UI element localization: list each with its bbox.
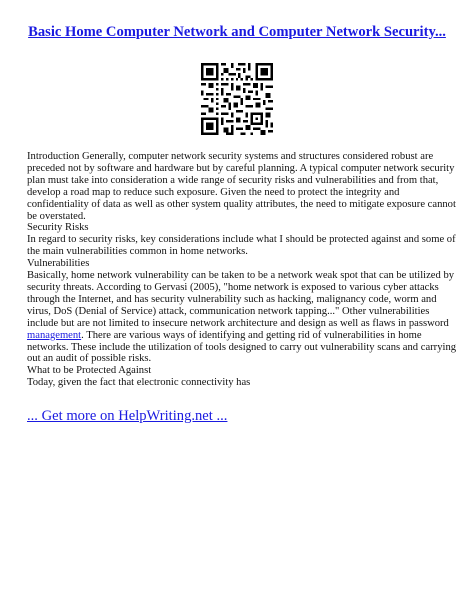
get-more-link[interactable]: ... Get more on HelpWriting.net ... xyxy=(27,408,228,424)
document-title-link[interactable]: Basic Home Computer Network and Computer Network Security... xyxy=(28,24,446,40)
heading-vulnerabilities: Vulnerabilities xyxy=(27,258,90,270)
management-link[interactable]: management xyxy=(27,329,82,341)
protect-paragraph: Today, given the fact that electronic connectivity has xyxy=(27,377,251,389)
vulnerabilities-text-end: . There are various ways of identifying and getting rid of vulnerabilities in home networks. These include the utilization of tools designed to carry out vulnerability scans and carrying out an audit of possible risks. xyxy=(27,329,457,365)
article-body xyxy=(27,151,457,389)
qr-code-icon xyxy=(201,63,273,135)
security-risks-paragraph: In regard to security risks, key considerations include what I should be protected against and some of the main vulnerabilities common in home networks. xyxy=(27,234,456,258)
vulnerabilities-text-start: Basically, home network vulnerability can be taken to be a network weak spot that can be utilized by security threats. According to Gervasi (2005), "home network is exposed to various cyber attacks through the Internet, and has security vulnerability such as hacking, malignancy code, worm and virus, DoS (Denial of Service) attack, communication network tapping..." Other vulnerabilities include but are not limited to insecure network architecture and design as well as flaws in password xyxy=(27,270,455,329)
heading-what-to-protect: What to be Protected Against xyxy=(27,365,152,377)
vulnerabilities-paragraph xyxy=(27,270,457,365)
heading-security-risks: Security Risks xyxy=(27,222,89,234)
intro-paragraph: Introduction Generally, computer network security systems and structures considered robust are preceded not by software and hardware but by careful planning. A typical computer network security plan must take into consideration a wide range of security risks and vulnerabilities and from that, develop a road map to reduce such exposure. Given the need to protect the integrity and confidentiality of data as well as other system quality attributes, the need to mitigate exposure cannot be overstated. xyxy=(27,151,456,222)
